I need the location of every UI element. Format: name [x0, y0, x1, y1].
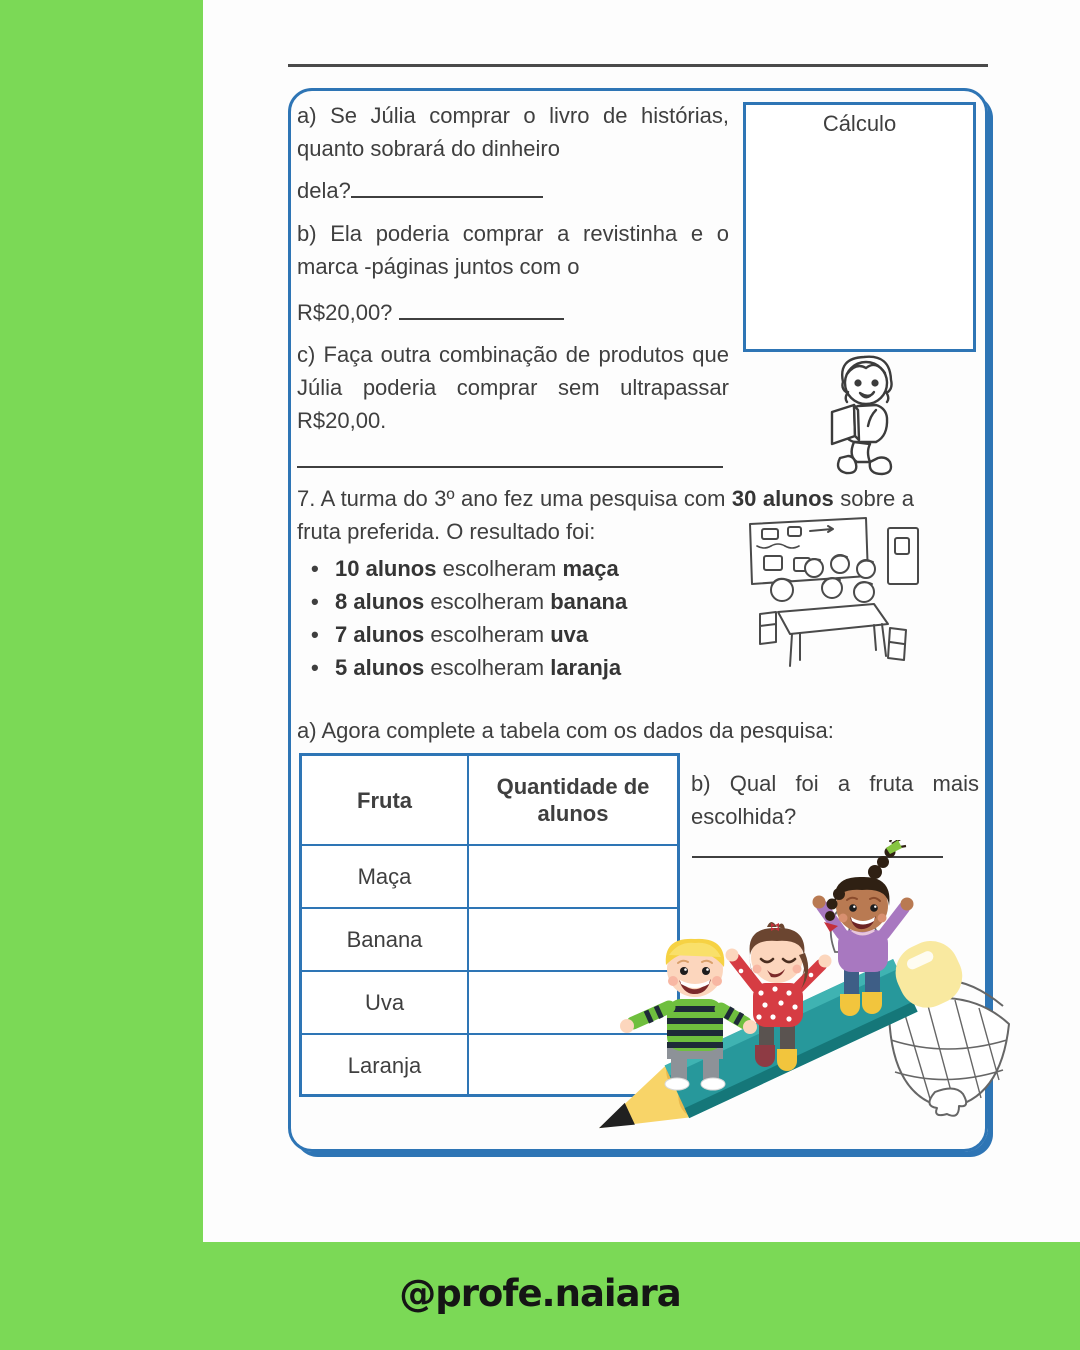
answer-blank-b	[399, 298, 564, 320]
bullet-dot: •	[311, 556, 319, 581]
reading-boy-illustration	[810, 352, 924, 478]
table-header-qty: Quantidade de alunos	[467, 756, 677, 844]
cut-off-line	[288, 64, 988, 67]
question-a-line2: quanto sobrará do dinheiro	[297, 136, 560, 161]
question-a-answer-row	[297, 176, 543, 206]
bullet-middle: escolheram	[424, 655, 551, 680]
survey-results-list	[311, 556, 731, 688]
question-c-line1: c) Faça outra combinação de produtos que	[297, 342, 729, 367]
kids-on-pencil-illustration	[583, 840, 1018, 1162]
question-c-line3: R$20,00.	[297, 408, 387, 433]
footer-handle: @profe.naiara	[399, 1272, 681, 1315]
question-b-line1: b) Ela poderia comprar a revistinha e o	[297, 221, 729, 246]
bullet-dot: •	[311, 622, 319, 647]
list-item	[311, 622, 731, 655]
question7-intro-part2: sobre a	[833, 486, 915, 511]
question7-intro-line1	[297, 484, 914, 514]
question7-intro-part1: 7. A turma do 3º ano fez uma pesquisa com	[297, 486, 732, 511]
answer-blank-c	[297, 446, 723, 468]
question7-intro-line2: fruta preferida. O resultado foi:	[297, 519, 596, 544]
list-item	[311, 655, 731, 688]
sub-question-b-line1: b) Qual foi a fruta mais	[691, 771, 979, 796]
bullet-fruit: uva	[550, 622, 589, 647]
question-b-prompt: R$20,00?	[297, 300, 393, 325]
bullet-dot: •	[311, 655, 319, 680]
table-row-fruit: Banana	[302, 907, 467, 970]
bullet-fruit: laranja	[550, 655, 622, 680]
answer-blank-a	[351, 176, 543, 198]
question7-intro-bold: 30 alunos	[731, 486, 834, 511]
bullet-count: 10 alunos	[335, 556, 437, 581]
table-row-fruit: Maça	[302, 844, 467, 907]
question-b-answer-row	[297, 298, 564, 328]
question-a-prompt: dela?	[297, 178, 351, 203]
bullet-middle: escolheram	[424, 589, 551, 614]
bullet-dot: •	[311, 589, 319, 614]
calculation-box	[743, 102, 976, 352]
list-item	[311, 589, 731, 622]
question-a-line1: a) Se Júlia comprar o livro de histórias,	[297, 103, 729, 128]
bullet-fruit: banana	[550, 589, 628, 614]
bullet-count: 8 alunos	[335, 589, 425, 614]
list-item	[311, 556, 731, 589]
classroom-illustration	[740, 514, 932, 680]
bullet-count: 7 alunos	[335, 622, 425, 647]
bullet-middle: escolheram	[436, 556, 563, 581]
bullet-count: 5 alunos	[335, 655, 425, 680]
table-row-fruit: Laranja	[302, 1033, 467, 1096]
sub-question-b-line2: escolhida?	[691, 804, 797, 829]
table-row-fruit: Uva	[302, 970, 467, 1033]
table-header-fruit: Fruta	[357, 787, 412, 813]
question-b-line2: marca -páginas juntos com o	[297, 254, 580, 279]
question-c-line2: Júlia poderia comprar sem ultrapassar	[297, 375, 729, 400]
bullet-middle: escolheram	[424, 622, 551, 647]
calculation-box-label: Cálculo	[822, 111, 897, 136]
sub-question-a-caption: a) Agora complete a tabela com os dados da pesquisa:	[297, 718, 834, 743]
bullet-fruit: maça	[562, 556, 619, 581]
